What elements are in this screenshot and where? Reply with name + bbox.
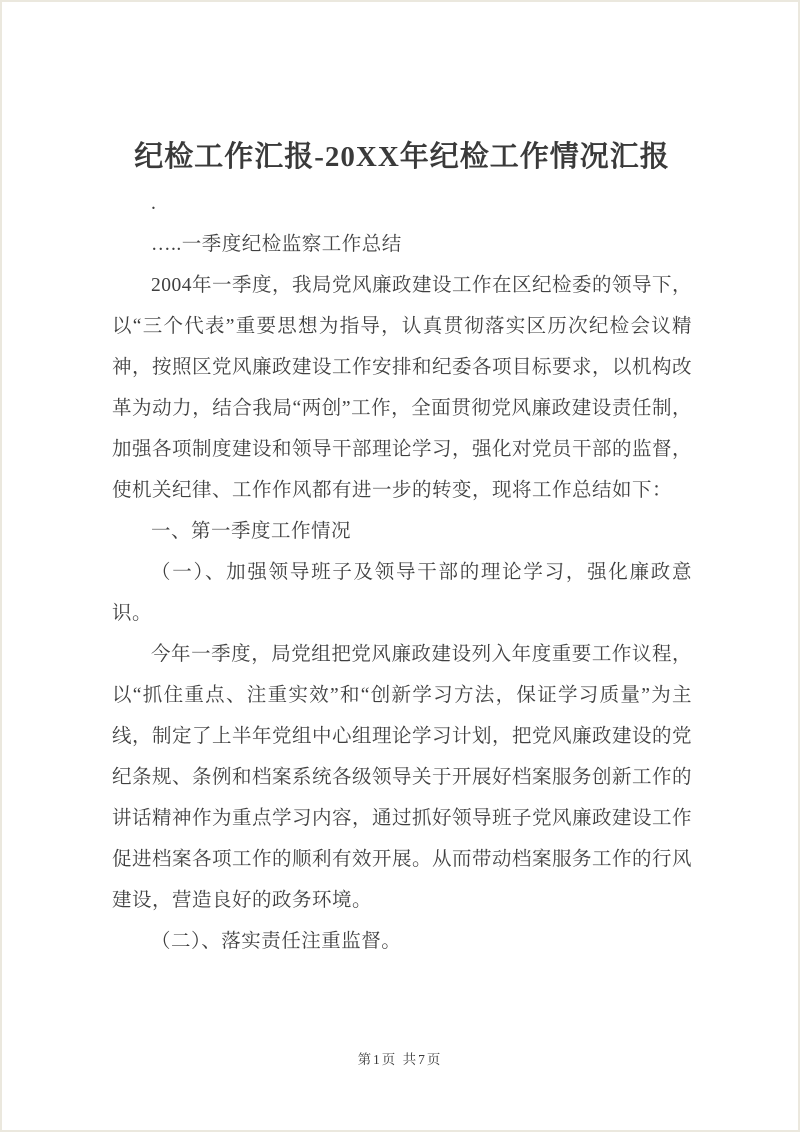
document-content <box>2 2 798 962</box>
paragraph-section-heading: 一、第一季度工作情况 <box>151 521 352 543</box>
paragraph-subsection-one-body: 今年一季度，局党组把党风廉政建设列入年度重要工作议程，以“抓住重点、注重实效”和“创新学习方法，保证学习质量”为主线，制定了上半年党组中心组理论学习计划，把党风廉政建设的党纪条规、条例和档案系统各级领导关于开展好档案服务创新工作的讲话精神作为重点学习内容，通过抓好领导班子党风廉政建设工作促进档案各项工作的顺利有效开展。从而带动档案服务工作的行风建设，营造良好的政务环境。 <box>112 644 693 912</box>
paragraph-intro: 2004年一季度，我局党风廉政建设工作在区纪检委的领导下，以“三个代表”重要思想为指导，认真贯彻落实区历次纪检会议精神，按照区党风廉政建设工作安排和纪委各项目标要求，以机构改革为动力，结合我局“两创”工作，全面贯彻党风廉政建设责任制，加强各项制度建设和领导干部理论学习，强化对党员干部的监督，使机关纪律、工作作风都有进一步的转变，现将工作总结如下： <box>112 275 693 502</box>
page-number-indicator: 第1页 共7页 <box>357 1052 443 1067</box>
document-title: 纪检工作汇报-20XX年纪检工作情况汇报 <box>134 141 670 173</box>
paragraph-subsection-one: （一）、加强领导班子及领导干部的理论学习，强化廉政意识。 <box>112 562 692 625</box>
paragraph-subsection-two: （二）、落实责任注重监督。 <box>151 931 402 953</box>
paragraph-dot: . <box>151 193 157 215</box>
paragraph-subtitle: …..一季度纪检监察工作总结 <box>151 234 402 256</box>
